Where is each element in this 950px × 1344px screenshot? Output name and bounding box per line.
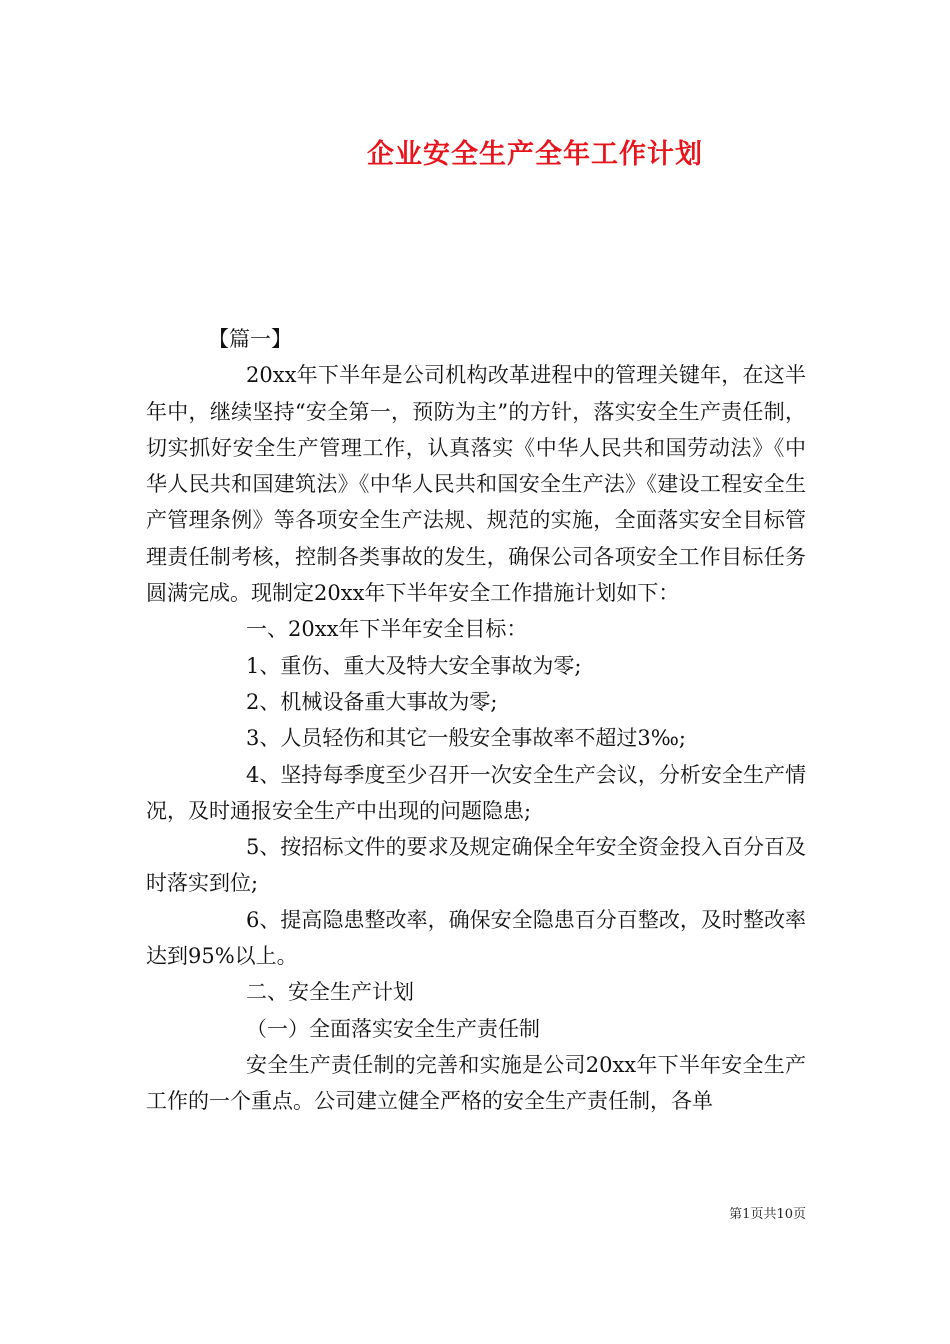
goal-item-1: 1、重伤、重大及特大安全事故为零; [246, 653, 582, 678]
goal-item-6: 6、提高隐患整改率，确保安全隐患百分百整改，及时整改率达到95%以上。 [146, 907, 806, 969]
heading-plan: 二、安全生产计划 [246, 980, 414, 1005]
subheading-responsibility: （一）全面落实安全生产责任制 [246, 1016, 540, 1041]
heading-goals: 一、20xx年下半年安全目标： [246, 617, 528, 642]
goal-item-5: 5、按招标文件的要求及规定确保全年安全资金投入百分百及时落实到位; [146, 835, 806, 896]
goal-item-2: 2、机械设备重大事故为零; [246, 689, 498, 714]
paragraph-responsibility: 安全生产责任制的完善和实施是公司20xx年下半年安全生产工作的一个重点。公司建立健全严格的安全生产责任制，各单 [146, 1052, 806, 1114]
goal-item-4: 4、坚持每季度至少召开一次安全生产会议，分析安全生产情况，及时通报安全生产中出现的问题隐患; [146, 762, 806, 823]
paragraph-intro: 20xx年下半年是公司机构改革进程中的管理关键年，在这半年中，继续坚持“安全第一，预防为主”的方针，落实安全生产责任制，切实抓好安全生产管理工作，认真落实《中华人民共和国劳动法》《中华人民共和国建筑法》《中华人民共和国安全生产法》《建设工程安全生产管理条例》等各项安全生产法规、规范的实施，全面落实安全目标管理责任制考核，控制各类事故的发生，确保公司各项安全工作目标任务圆满完成。现制定20xx年下半年安全工作措施计划如下： [146, 363, 806, 606]
document-body [146, 321, 806, 1120]
goal-item-3: 3、人员轻伤和其它一般安全事故率不超过3‰; [246, 726, 686, 751]
page-title: 企业安全生产全年工作计划 [367, 139, 703, 170]
page-footer: 第1页共10页 [729, 1207, 806, 1222]
section-label: 【篇一】 [208, 327, 292, 351]
